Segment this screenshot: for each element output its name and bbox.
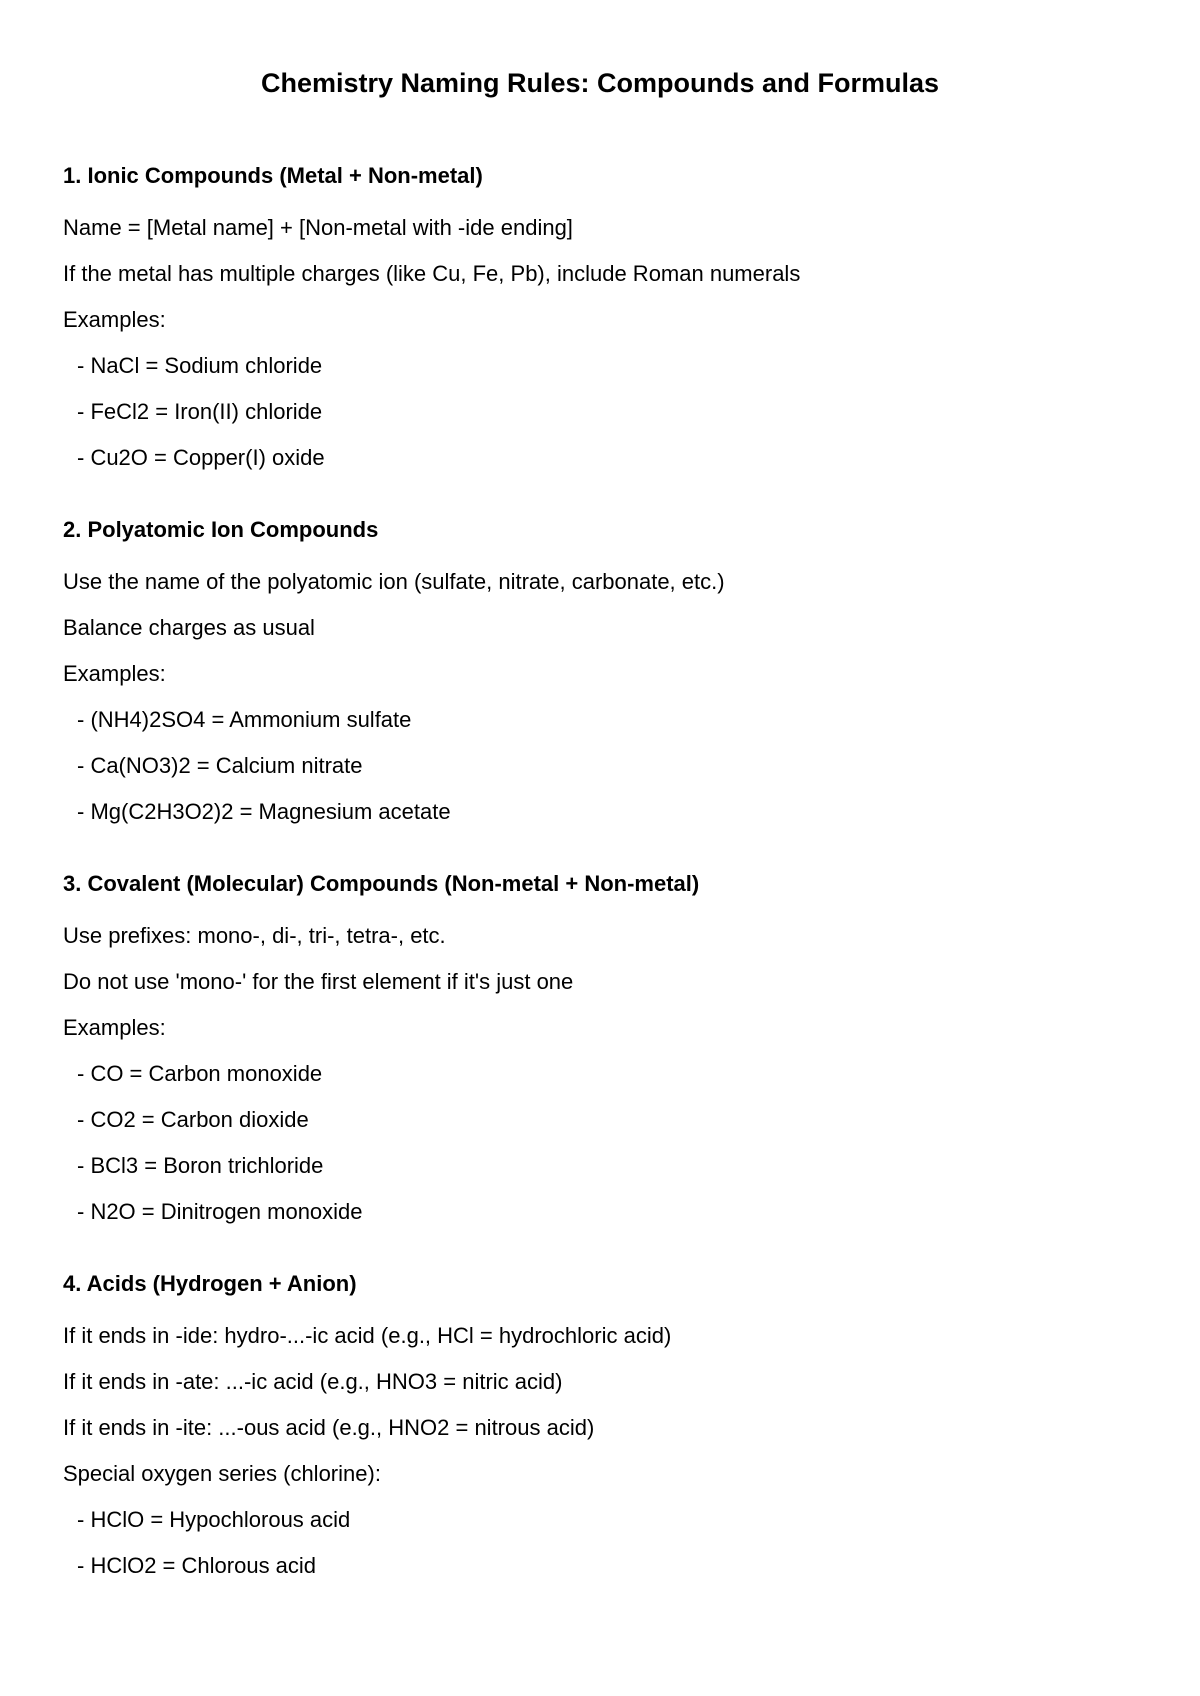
example-line: - HClO = Hypochlorous acid [77, 1507, 351, 1532]
section-heading: 3. Covalent (Molecular) Compounds (Non-metal + Non-metal) [63, 871, 700, 896]
section-heading: 4. Acids (Hydrogen + Anion) [63, 1271, 357, 1296]
examples-label: Examples: [63, 661, 166, 686]
section-heading: 1. Ionic Compounds (Metal + Non-metal) [63, 163, 483, 188]
rule-line: Balance charges as usual [63, 615, 315, 640]
rule-line: If it ends in -ide: hydro-...-ic acid (e.g., HCl = hydrochloric acid) [63, 1323, 672, 1348]
example-line: - CO = Carbon monoxide [77, 1061, 323, 1086]
rule-line: If it ends in -ate: ...-ic acid (e.g., HNO3 = nitric acid) [63, 1369, 563, 1394]
section-covalent-compounds [63, 861, 1143, 1235]
examples-label: Examples: [63, 307, 166, 332]
example-line: - NaCl = Sodium chloride [77, 353, 323, 378]
example-line: - CO2 = Carbon dioxide [77, 1107, 309, 1132]
section-heading: 2. Polyatomic Ion Compounds [63, 517, 379, 542]
section-acids [63, 1261, 1143, 1589]
example-line: - FeCl2 = Iron(II) chloride [77, 399, 323, 424]
example-line: - Mg(C2H3O2)2 = Magnesium acetate [77, 799, 451, 824]
section-ionic-compounds [63, 153, 1143, 481]
example-line: - (NH4)2SO4 = Ammonium sulfate [77, 707, 412, 732]
example-line: - Cu2O = Copper(I) oxide [77, 445, 325, 470]
rule-line: Use prefixes: mono-, di-, tri-, tetra-, etc. [63, 923, 446, 948]
rule-line: Use the name of the polyatomic ion (sulfate, nitrate, carbonate, etc.) [63, 569, 725, 594]
rule-line: Name = [Metal name] + [Non-metal with -ide ending] [63, 215, 573, 240]
section-polyatomic-ion-compounds [63, 507, 1143, 835]
example-line: - Ca(NO3)2 = Calcium nitrate [77, 753, 363, 778]
example-line: - HClO2 = Chlorous acid [77, 1553, 317, 1578]
document-body [63, 153, 1143, 1589]
rule-line: Special oxygen series (chlorine): [63, 1461, 381, 1486]
page-title: Chemistry Naming Rules: Compounds and Formulas [260, 68, 940, 98]
rule-line: If it ends in -ite: ...-ous acid (e.g., HNO2 = nitrous acid) [63, 1415, 595, 1440]
example-line: - BCl3 = Boron trichloride [77, 1153, 324, 1178]
rule-line: Do not use 'mono-' for the first element if it's just one [63, 969, 574, 994]
examples-label: Examples: [63, 1015, 166, 1040]
rule-line: If the metal has multiple charges (like Cu, Fe, Pb), include Roman numerals [63, 261, 801, 286]
example-line: - N2O = Dinitrogen monoxide [77, 1199, 363, 1224]
